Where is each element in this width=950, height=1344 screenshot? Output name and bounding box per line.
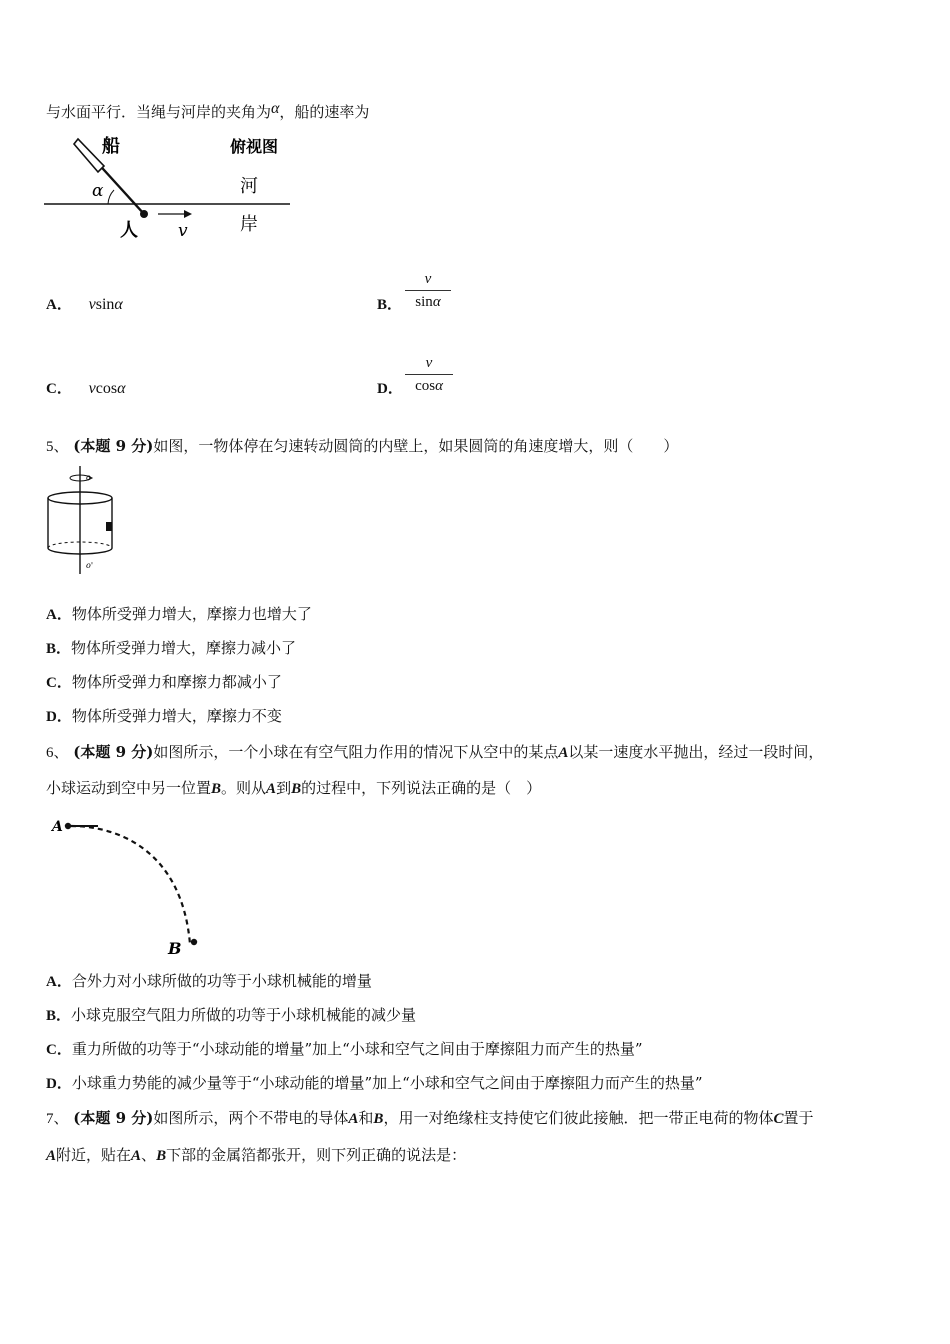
option-expr-angle: α bbox=[114, 296, 123, 313]
q7-stem-line2 bbox=[46, 1145, 466, 1166]
den-func: sin bbox=[415, 294, 433, 310]
point-a-dot bbox=[65, 823, 71, 829]
q7-stem-line1 bbox=[46, 1108, 813, 1129]
fraction-bar bbox=[405, 374, 453, 375]
point-b: B bbox=[211, 781, 222, 797]
option-expr-v: v bbox=[88, 380, 96, 397]
point-b: B bbox=[291, 781, 302, 797]
q6-option-d[interactable] bbox=[46, 1073, 703, 1094]
question-stem: 的过程中，下列说法正确的是（ ） bbox=[301, 779, 542, 797]
question-stem: 置于 bbox=[783, 1109, 814, 1127]
question-stem: 和 bbox=[358, 1109, 374, 1127]
question-stem: 。则从 bbox=[221, 779, 267, 797]
option-letter: B． bbox=[46, 1008, 72, 1024]
option-text: 物体所受弹力增大，摩擦力也增大了 bbox=[71, 605, 312, 623]
intro-text-after: ，船的速率为 bbox=[279, 103, 370, 121]
question-meta: (本题 9 分) bbox=[73, 743, 154, 761]
question-stem: ，用一对绝缘柱支持使它们彼此接触．把一带正电荷的物体 bbox=[383, 1109, 774, 1127]
point-b: B bbox=[156, 1148, 167, 1164]
q6-option-a[interactable] bbox=[46, 971, 372, 992]
label-river: 河 bbox=[240, 176, 258, 197]
q5-option-d[interactable] bbox=[46, 706, 282, 727]
boat-shape bbox=[74, 139, 104, 172]
option-expr-angle: α bbox=[117, 380, 126, 397]
trajectory-figure bbox=[50, 812, 210, 958]
option-letter: C． bbox=[46, 381, 72, 397]
q4-option-d-fraction bbox=[405, 354, 453, 395]
den-angle: α bbox=[435, 378, 443, 394]
question-stem: 下部的金属箔都张开，则下列正确的说法是： bbox=[166, 1146, 467, 1164]
fraction-numerator: v bbox=[424, 271, 432, 287]
question-meta: (本题 9 分) bbox=[73, 1109, 154, 1127]
person-dot bbox=[140, 210, 148, 218]
option-letter: B． bbox=[46, 641, 72, 657]
question-stem: 附近，贴在 bbox=[56, 1146, 132, 1164]
option-text: 小球重力势能的减少量等于“小球动能的增量”加上“小球和空气之间由于摩擦阻力而产生的热量” bbox=[71, 1074, 703, 1092]
point-c: C bbox=[773, 1111, 784, 1127]
point-a: A bbox=[131, 1148, 142, 1164]
boat-river-figure bbox=[44, 130, 294, 242]
q4-option-b-fraction bbox=[405, 270, 451, 311]
object-block bbox=[106, 522, 112, 531]
intro-text-before: 与水面平行．当绳与河岸的夹角为 bbox=[46, 103, 272, 121]
q4-option-d-letter[interactable] bbox=[377, 378, 403, 399]
label-bank: 岸 bbox=[240, 214, 258, 235]
label-alpha: α bbox=[92, 181, 104, 201]
fraction-numerator: v bbox=[425, 355, 433, 371]
intro-alpha: α bbox=[271, 100, 280, 117]
trajectory-path bbox=[71, 826, 190, 944]
q6-option-c[interactable] bbox=[46, 1039, 643, 1060]
point-b-dot bbox=[191, 939, 197, 945]
q5-option-a[interactable] bbox=[46, 604, 312, 625]
intro-line bbox=[46, 102, 369, 123]
option-letter: B． bbox=[377, 297, 403, 313]
option-text: 重力所做的功等于“小球动能的增量”加上“小球和空气之间由于摩擦阻力而产生的热量” bbox=[71, 1040, 643, 1058]
question-stem: 以某一速度水平抛出，经过一段时间， bbox=[568, 743, 824, 761]
option-letter: D． bbox=[377, 381, 403, 397]
option-letter: A． bbox=[46, 607, 72, 623]
option-letter: A． bbox=[46, 974, 72, 990]
question-stem: 到 bbox=[276, 779, 292, 797]
question-stem: 、 bbox=[141, 1146, 157, 1164]
question-meta: (本题 9 分) bbox=[73, 437, 154, 455]
label-b: B bbox=[168, 939, 182, 958]
option-text: 合外力对小球所做的功等于小球机械能的增量 bbox=[71, 972, 372, 990]
option-letter: C． bbox=[46, 675, 72, 691]
option-expr-func: sin bbox=[95, 296, 115, 313]
label-v: v bbox=[178, 221, 188, 241]
fraction-denominator bbox=[405, 293, 451, 311]
label-axis-top: o bbox=[86, 473, 91, 482]
label-a: A bbox=[52, 819, 63, 835]
option-letter: A． bbox=[46, 297, 72, 313]
point-a: A bbox=[558, 745, 569, 761]
option-text: 物体所受弹力增大，摩擦力减小了 bbox=[71, 639, 297, 657]
option-letter: D． bbox=[46, 1076, 72, 1092]
option-text: 小球克服空气阻力所做的功等于小球机械能的减少量 bbox=[71, 1006, 417, 1024]
q5-option-c[interactable] bbox=[46, 672, 282, 693]
label-person: 人 bbox=[120, 220, 138, 241]
point-a: A bbox=[46, 1148, 57, 1164]
option-expr-v: v bbox=[88, 296, 96, 313]
question-number: 5、 bbox=[46, 439, 69, 455]
q6-stem-line1 bbox=[46, 742, 823, 763]
question-stem: 如图所示，一个小球在有空气阻力作用的情况下从空中的某点 bbox=[153, 743, 559, 761]
option-expr-func: cos bbox=[95, 380, 118, 397]
option-letter: D． bbox=[46, 709, 72, 725]
fraction-denominator bbox=[405, 377, 453, 395]
q5-option-b[interactable] bbox=[46, 638, 296, 659]
velocity-arrowhead bbox=[184, 210, 192, 218]
option-text: 物体所受弹力和摩擦力都减小了 bbox=[71, 673, 282, 691]
point-a: A bbox=[348, 1111, 359, 1127]
point-b: B bbox=[373, 1111, 384, 1127]
q6-stem-line2 bbox=[46, 778, 541, 799]
q4-option-a[interactable] bbox=[46, 294, 123, 315]
question-stem: 小球运动到空中另一位置 bbox=[46, 779, 212, 797]
q4-option-c[interactable] bbox=[46, 378, 125, 399]
question-stem: 如图，一物体停在匀速转动圆筒的内壁上，如果圆筒的角速度增大，则（ ） bbox=[153, 437, 679, 455]
q5-stem bbox=[46, 436, 678, 457]
question-number: 6、 bbox=[46, 745, 69, 761]
question-number: 7、 bbox=[46, 1111, 69, 1127]
den-angle: α bbox=[432, 294, 441, 310]
angle-arc bbox=[108, 190, 114, 204]
label-top-view: 俯视图 bbox=[230, 137, 279, 156]
fraction-bar bbox=[405, 290, 451, 291]
label-boat: 船 bbox=[102, 136, 120, 157]
label-axis-bottom: o' bbox=[86, 561, 94, 570]
q6-option-b[interactable] bbox=[46, 1005, 416, 1026]
question-stem: 如图所示，两个不带电的导体 bbox=[153, 1109, 349, 1127]
q4-option-b-letter[interactable] bbox=[377, 294, 402, 315]
option-text: 物体所受弹力增大，摩擦力不变 bbox=[71, 707, 282, 725]
point-a: A bbox=[266, 781, 277, 797]
den-func: cos bbox=[415, 378, 436, 394]
cylinder-figure bbox=[44, 466, 118, 574]
option-letter: C． bbox=[46, 1042, 72, 1058]
